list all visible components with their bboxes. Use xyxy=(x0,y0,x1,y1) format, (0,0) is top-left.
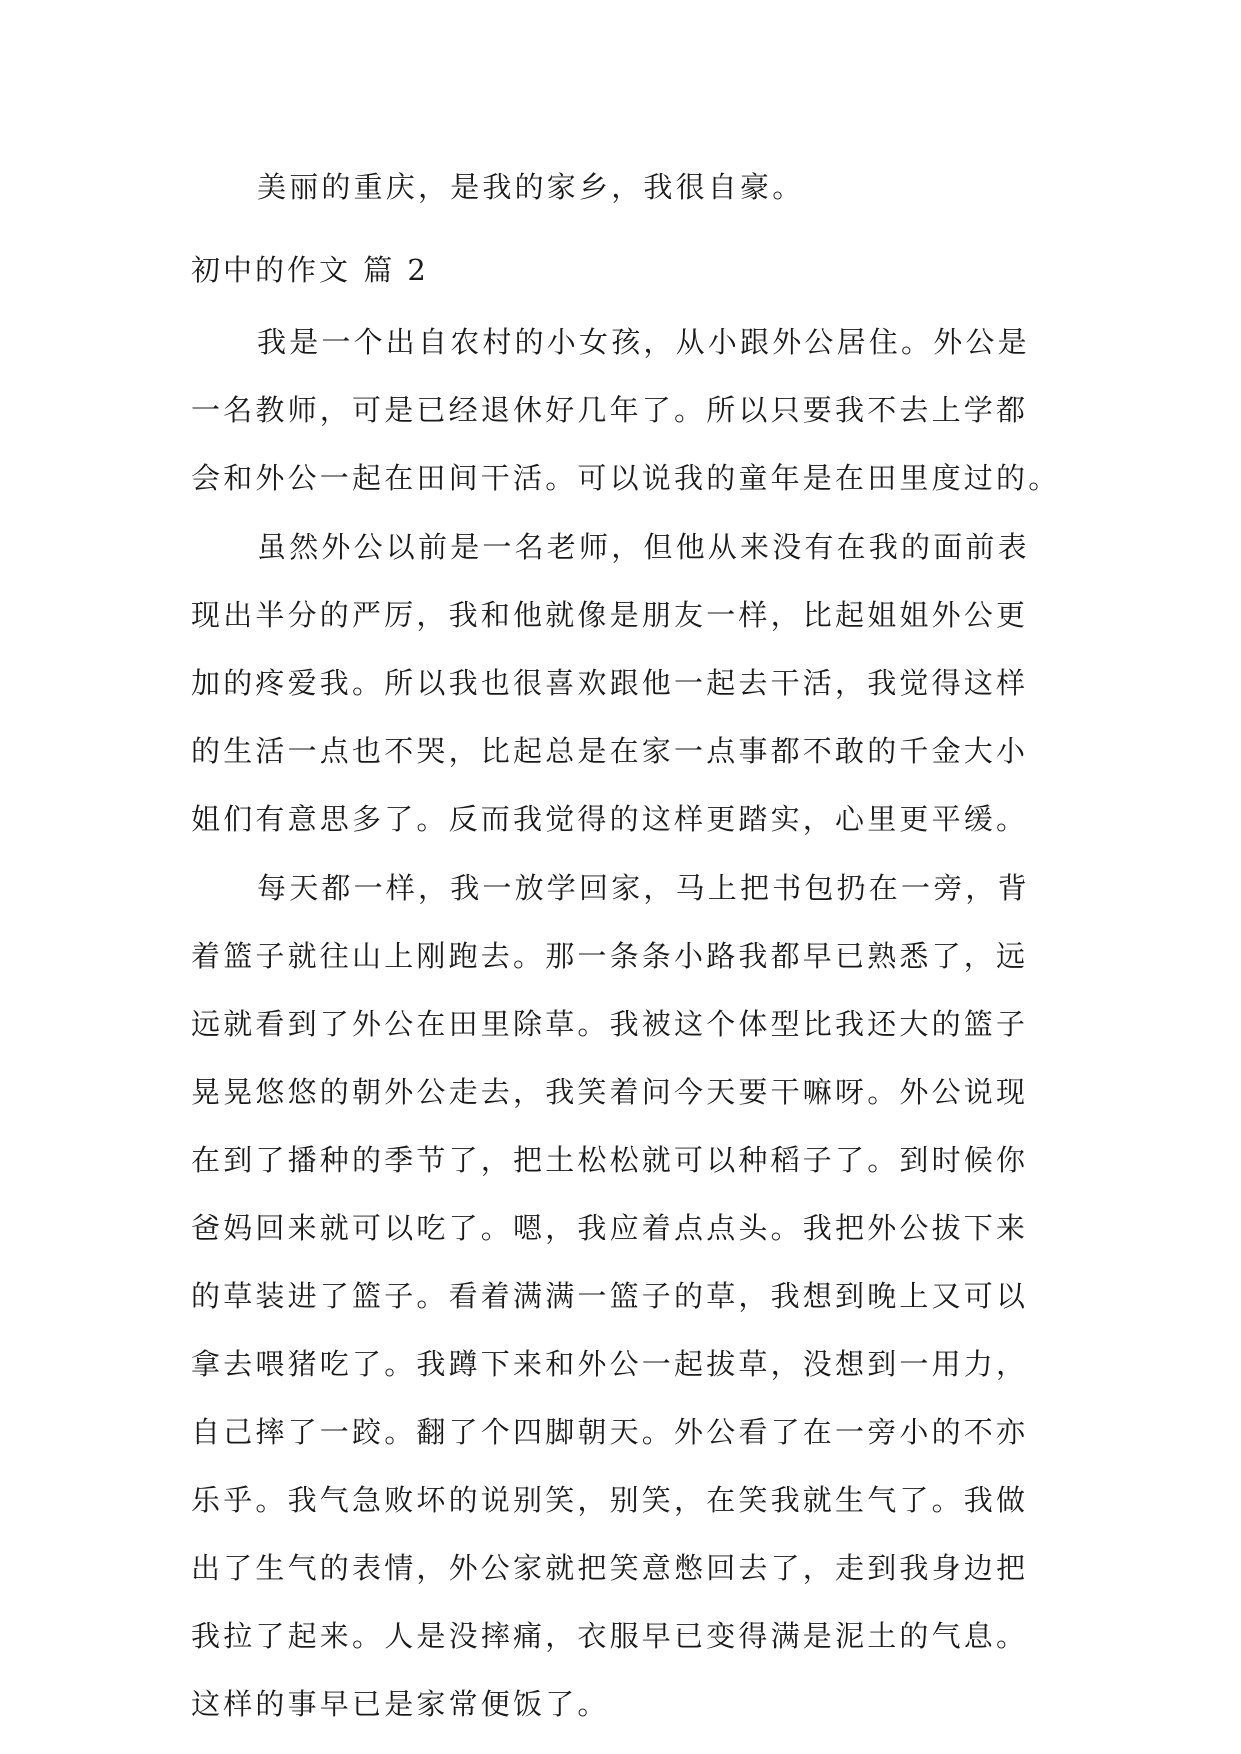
text-line: 晃晃悠悠的朝外公走去，我笑着问今天要干嘛呀。外公说现 xyxy=(191,1075,1029,1109)
text-line: 远就看到了外公在田里除草。我被这个体型比我还大的篮子 xyxy=(191,1007,1029,1041)
text-line: 这样的事早已是家常便饭了。 xyxy=(191,1687,610,1721)
text-line: 加的疼爱我。所以我也很喜欢跟他一起去干活，我觉得这样 xyxy=(191,666,1029,700)
text-line: 姐们有意思多了。反而我觉得的这样更踏实，心里更平缓。 xyxy=(191,802,1029,836)
text-line: 一名教师，可是已经退休好几年了。所以只要我不去上学都 xyxy=(191,393,1029,427)
text-line: 我拉了起来。人是没摔痛，衣服早已变得满是泥土的气息。 xyxy=(191,1619,1029,1653)
text-line: 现出半分的严厉，我和他就像是朋友一样，比起姐姐外公更 xyxy=(191,598,1029,632)
text-line: 拿去喂猪吃了。我蹲下来和外公一起拔草，没想到一用力， xyxy=(191,1347,1029,1381)
text-line: 的草装进了篮子。看着满满一篮子的草，我想到晚上又可以 xyxy=(191,1279,1029,1313)
essay-title: 初中的作文 篇 2 xyxy=(191,253,429,287)
text-line: 我是一个出自农村的小女孩，从小跟外公居住。外公是 xyxy=(257,325,1030,359)
text-line: 的生活一点也不哭，比起总是在家一点事都不敢的千金大小 xyxy=(191,734,1029,768)
text-line: 在到了播种的季节了，把土松松就可以种稻子了。到时候你 xyxy=(191,1143,1029,1177)
text-line: 会和外公一起在田间干活。可以说我的童年是在田里度过的。 xyxy=(191,461,1061,495)
text-line: 出了生气的表情，外公家就把笑意憋回去了，走到我身边把 xyxy=(191,1551,1029,1585)
text-line: 每天都一样，我一放学回家，马上把书包扔在一旁，背 xyxy=(257,871,1030,905)
text-line: 着篮子就往山上刚跑去。那一条条小路我都早已熟悉了，远 xyxy=(191,939,1029,973)
closing-sentence: 美丽的重庆，是我的家乡，我很自豪。 xyxy=(257,170,805,204)
text-line: 乐乎。我气急败坏的说别笑，别笑，在笑我就生气了。我做 xyxy=(191,1483,1029,1517)
text-line: 自己摔了一跤。翻了个四脚朝天。外公看了在一旁小的不亦 xyxy=(191,1415,1029,1449)
text-line: 爸妈回来就可以吃了。嗯，我应着点点头。我把外公拔下来 xyxy=(191,1211,1029,1245)
text-line: 虽然外公以前是一名老师，但他从来没有在我的面前表 xyxy=(257,530,1030,564)
